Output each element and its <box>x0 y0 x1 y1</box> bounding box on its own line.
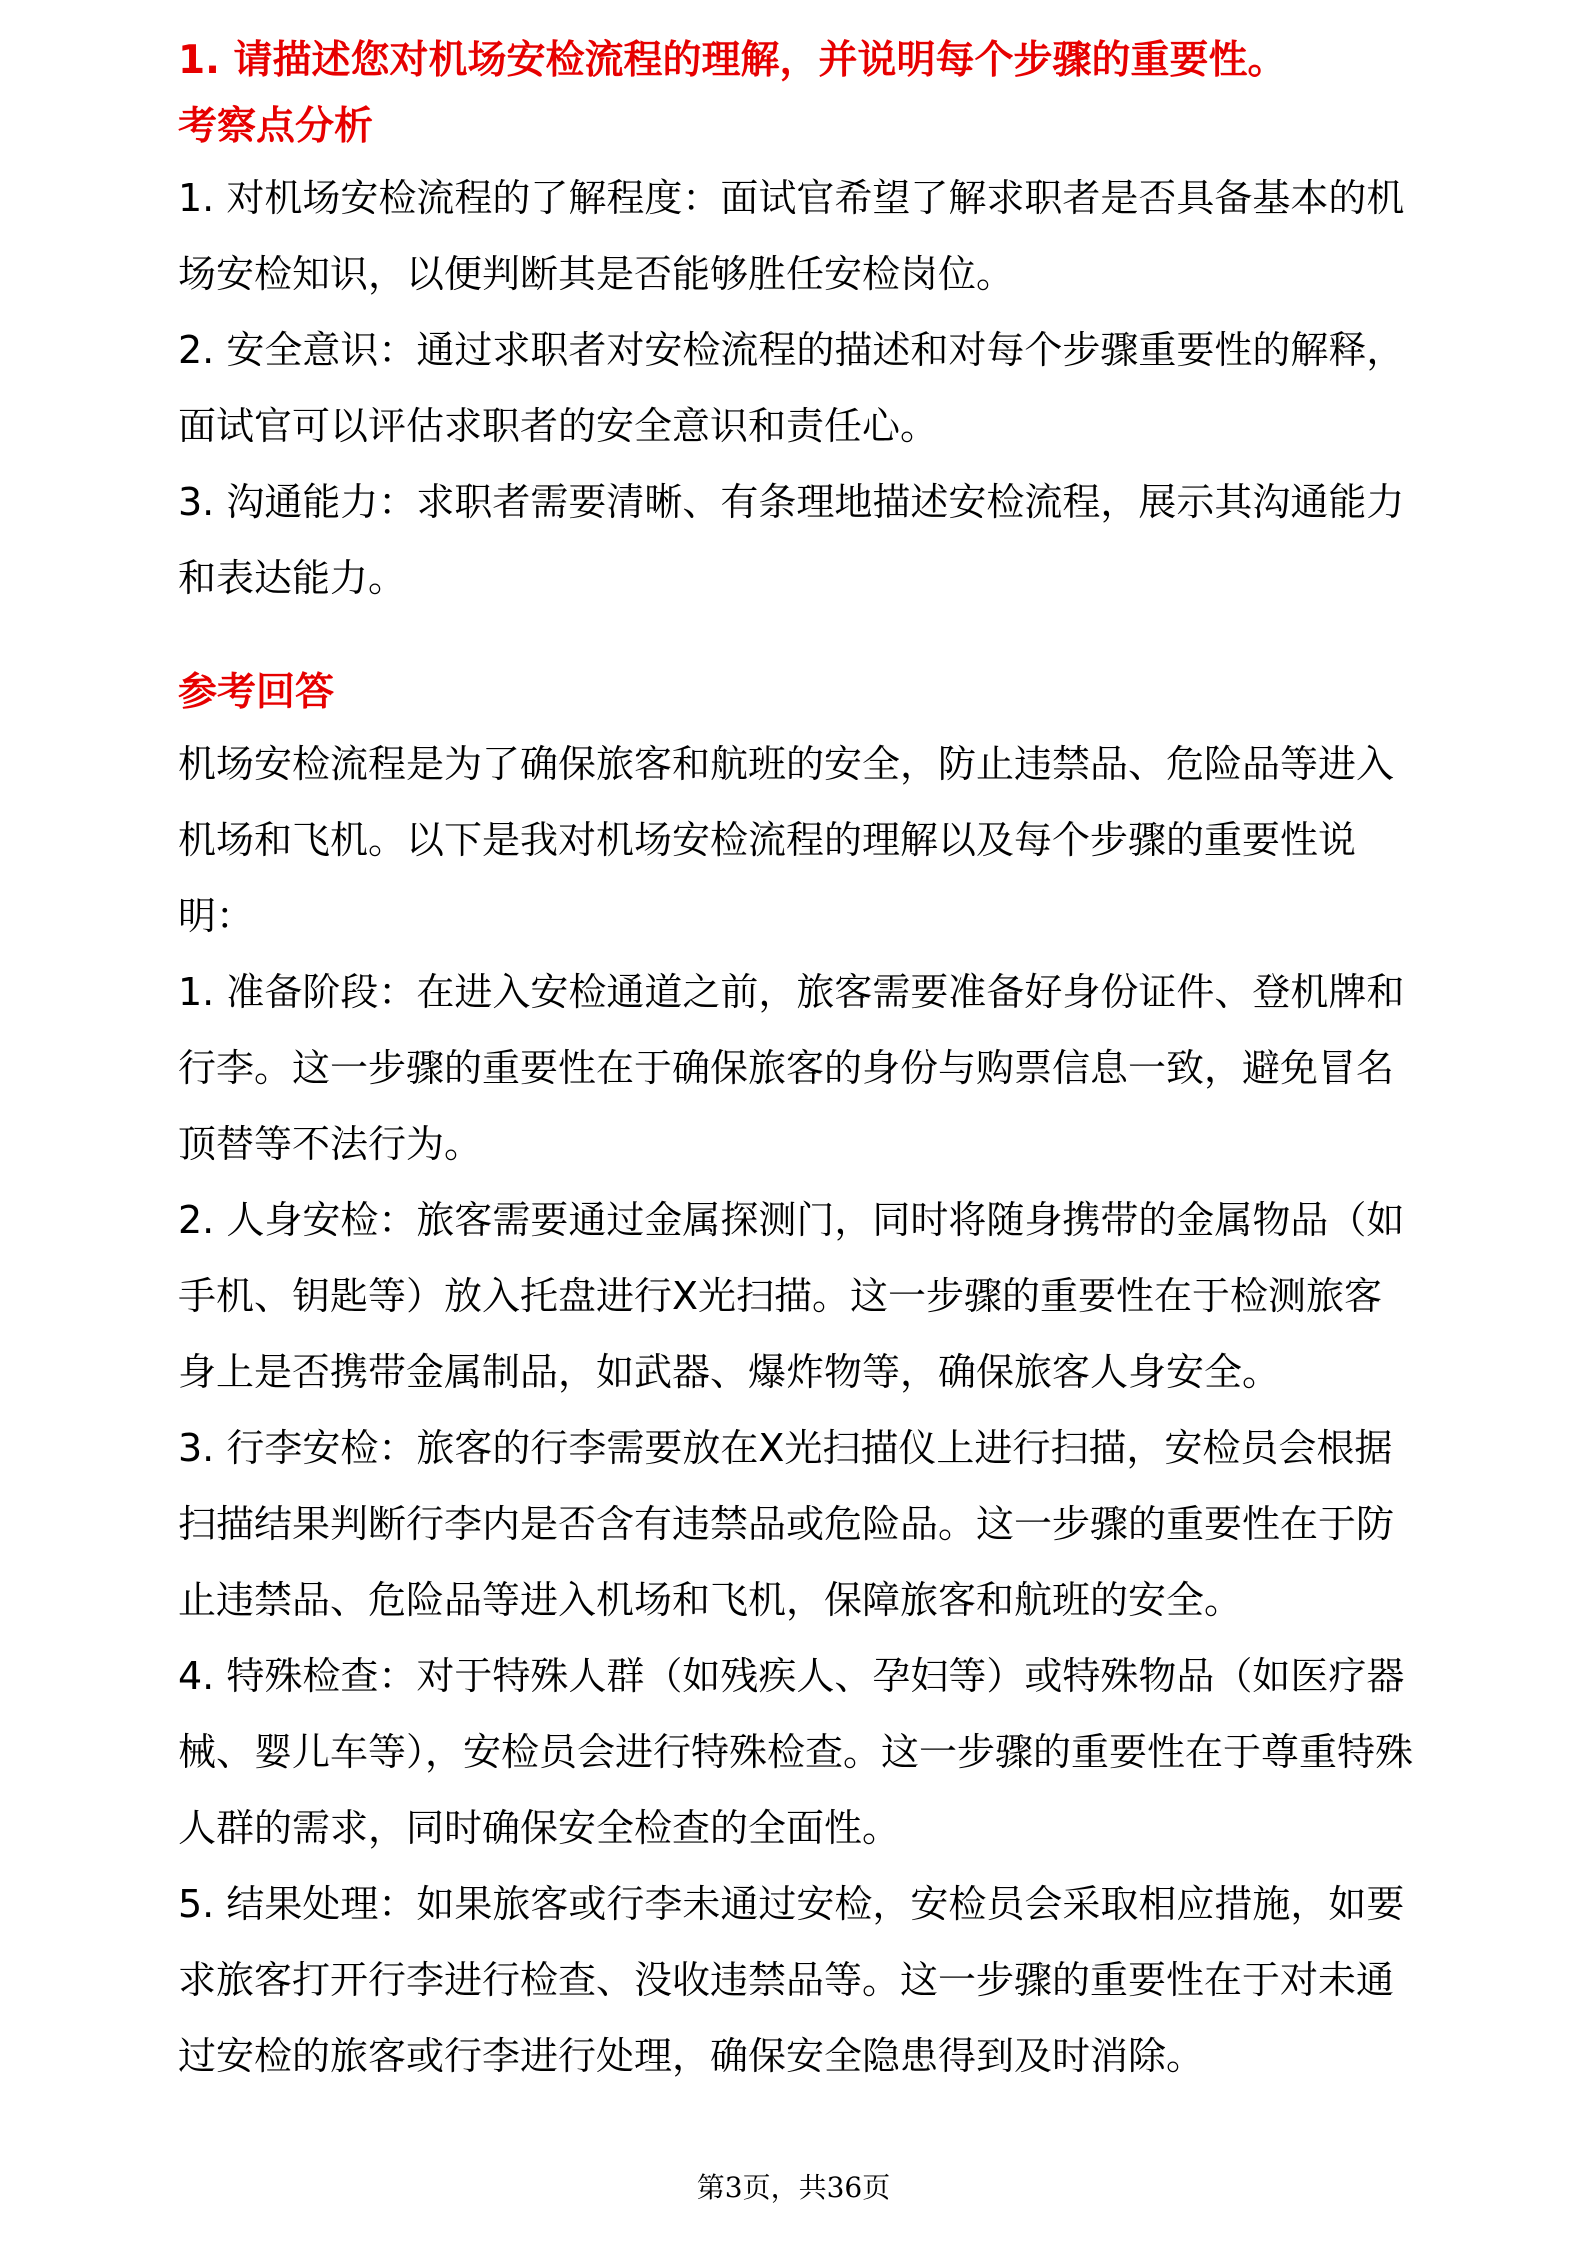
analysis-item: 3. 沟通能力：求职者需要清晰、有条理地描述安检流程，展示其沟通能力和表达能力。 <box>178 480 1405 600</box>
analysis-item: 1. 对机场安检流程的了解程度：面试官希望了解求职者是否具备基本的机场安检知识，以便判断其是否能够胜任安检岗位。 <box>178 176 1405 296</box>
analysis-list <box>178 160 1418 616</box>
question-title: 1. 请描述您对机场安检流程的理解，并说明每个步骤的重要性。 <box>178 38 1287 83</box>
answer-item: 3. 行李安检：旅客的行李需要放在X光扫描仪上进行扫描，安检员会根据扫描结果判断行李内是否含有违禁品或危险品。这一步骤的重要性在于防止违禁品、危险品等进入机场和飞机，保障旅客和航班的安全。 <box>178 1426 1395 1622</box>
page-number: 第3页，共36页 <box>696 2171 891 2204</box>
answer-item: 4. 特殊检查：对于特殊人群（如残疾人、孕妇等）或特殊物品（如医疗器械、婴儿车等），安检员会进行特殊检查。这一步骤的重要性在于尊重特殊人群的需求，同时确保安全检查的全面性。 <box>178 1654 1414 1850</box>
answer-heading: 参考回答 <box>178 670 335 715</box>
answer-intro: 机场安检流程是为了确保旅客和航班的安全，防止违禁品、危险品等进入机场和飞机。以下是我对机场安检流程的理解以及每个步骤的重要性说明： <box>178 742 1395 938</box>
answer-item: 1. 准备阶段：在进入安检通道之前，旅客需要准备好身份证件、登机牌和行李。这一步骤的重要性在于确保旅客的身份与购票信息一致，避免冒名顶替等不法行为。 <box>178 970 1405 1166</box>
answer-item: 2. 人身安检：旅客需要通过金属探测门，同时将随身携带的金属物品（如手机、钥匙等）放入托盘进行X光扫描。这一步骤的重要性在于检测旅客身上是否携带金属制品，如武器、爆炸物等，确保旅客人身安全。 <box>178 1198 1405 1394</box>
document-body <box>178 28 1418 2094</box>
analysis-heading: 考察点分析 <box>178 104 374 149</box>
answer-list <box>178 954 1418 2094</box>
analysis-item: 2. 安全意识：通过求职者对安检流程的描述和对每个步骤重要性的解释，面试官可以评估求职者的安全意识和责任心。 <box>178 328 1405 448</box>
answer-item: 5. 结果处理：如果旅客或行李未通过安检，安检员会采取相应措施，如要求旅客打开行李进行检查、没收违禁品等。这一步骤的重要性在于对未通过安检的旅客或行李进行处理，确保安全隐患得到及时消除。 <box>178 1882 1405 2078</box>
